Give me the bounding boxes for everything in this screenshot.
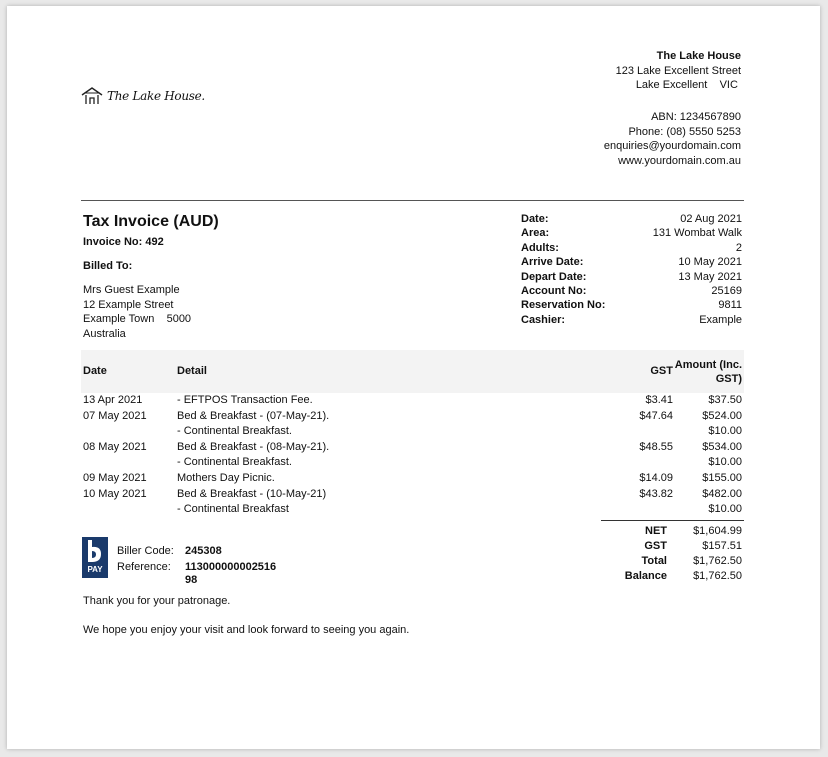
closing-message: We hope you enjoy your visit and look forward to seeing you again. bbox=[83, 624, 410, 636]
total-label: Total bbox=[641, 555, 667, 567]
total-label: Balance bbox=[624, 570, 667, 582]
row-amount: $534.00 bbox=[702, 440, 742, 453]
company-contact bbox=[521, 110, 741, 168]
total-value: $1,604.99 bbox=[693, 525, 742, 537]
biller-code-label: Biller Code: bbox=[117, 545, 174, 557]
row-gst: $47.64 bbox=[639, 409, 673, 422]
row-detail: - Continental Breakfast bbox=[177, 503, 289, 516]
guest-street: 12 Example Street bbox=[83, 298, 174, 311]
company-name: The Lake House bbox=[656, 50, 741, 62]
table-row bbox=[83, 471, 742, 487]
row-amount: $10.00 bbox=[708, 503, 742, 516]
meta-row bbox=[521, 255, 742, 269]
table-row bbox=[83, 487, 742, 503]
row-gst: $3.41 bbox=[645, 394, 673, 406]
meta-label: Cashier: bbox=[521, 313, 566, 326]
total-row bbox=[601, 569, 744, 584]
invoice-number: Invoice No: 492 bbox=[83, 236, 164, 248]
meta-row bbox=[521, 270, 742, 284]
total-value: $157.51 bbox=[702, 540, 742, 552]
meta-label: Date: bbox=[521, 213, 549, 225]
meta-row bbox=[521, 241, 742, 255]
row-detail: - Continental Breakfast. bbox=[177, 425, 292, 438]
bpay-details bbox=[117, 543, 285, 587]
meta-value: 2 bbox=[735, 241, 742, 254]
meta-label: Area: bbox=[521, 227, 550, 240]
guest-country: Australia bbox=[83, 327, 126, 340]
total-row bbox=[601, 524, 744, 539]
meta-row bbox=[521, 313, 742, 327]
meta-value: Example bbox=[699, 313, 742, 326]
row-gst: $48.55 bbox=[639, 440, 673, 453]
table-header bbox=[81, 350, 744, 393]
row-amount: $10.00 bbox=[708, 425, 742, 438]
billed-to-label: Billed To: bbox=[83, 260, 133, 272]
meta-row bbox=[521, 284, 742, 298]
table-row bbox=[83, 424, 742, 440]
row-detail: - EFTPOS Transaction Fee. bbox=[177, 394, 313, 406]
invoice-title: Tax Invoice (AUD) bbox=[83, 213, 219, 230]
row-gst: $14.09 bbox=[639, 471, 673, 484]
guest-town-line bbox=[83, 312, 191, 327]
header-gst: GST bbox=[650, 365, 673, 377]
row-date: 10 May 2021 bbox=[83, 487, 147, 500]
company-abn: ABN: 1234567890 bbox=[651, 111, 741, 123]
bpay-logo bbox=[82, 537, 108, 578]
total-row bbox=[601, 554, 744, 569]
total-value: $1,762.50 bbox=[693, 555, 742, 567]
company-email[interactable]: enquiries@yourdomain.com bbox=[603, 140, 741, 152]
meta-value: 02 Aug 2021 bbox=[680, 213, 742, 225]
row-date: 13 Apr 2021 bbox=[83, 394, 143, 406]
header-amount-line2: GST) bbox=[715, 373, 742, 385]
total-label: GST bbox=[644, 540, 667, 552]
meta-label: Adults: bbox=[521, 241, 559, 254]
row-detail: Bed & Breakfast - (10-May-21) bbox=[177, 487, 327, 500]
bpay-b-icon bbox=[82, 537, 108, 565]
guest-town: Example Town bbox=[83, 313, 155, 325]
totals-block bbox=[601, 520, 744, 584]
row-detail: - Continental Breakfast. bbox=[177, 456, 292, 469]
meta-value: 13 May 2021 bbox=[678, 270, 742, 283]
company-logo bbox=[81, 86, 205, 106]
company-phone: Phone: (08) 5550 5253 bbox=[628, 125, 741, 138]
invoice-page bbox=[7, 6, 820, 749]
meta-label: Arrive Date: bbox=[521, 256, 584, 269]
meta-label: Depart Date: bbox=[521, 270, 587, 283]
row-amount: $10.00 bbox=[708, 456, 742, 469]
total-label: NET bbox=[645, 525, 667, 537]
row-gst: $43.82 bbox=[639, 487, 673, 500]
company-website[interactable]: www.yourdomain.com.au bbox=[618, 154, 741, 167]
row-date: 08 May 2021 bbox=[83, 440, 147, 453]
meta-row bbox=[521, 212, 742, 226]
biller-code-value: 245308 bbox=[185, 545, 222, 557]
header-date: Date bbox=[83, 365, 107, 377]
table-row bbox=[83, 502, 742, 518]
row-date: 09 May 2021 bbox=[83, 471, 147, 484]
company-suburb: Lake Excellent bbox=[635, 79, 708, 91]
meta-label: Reservation No: bbox=[521, 299, 606, 312]
bpay-logo-text: PAY bbox=[87, 565, 103, 574]
meta-value: 131 Wombat Walk bbox=[652, 227, 742, 240]
total-row bbox=[601, 539, 744, 554]
row-amount: $524.00 bbox=[702, 409, 742, 422]
table-row bbox=[83, 455, 742, 471]
table-row bbox=[83, 393, 742, 409]
reference-row bbox=[117, 560, 285, 587]
header-amount bbox=[675, 358, 742, 386]
meta-value: 9811 bbox=[718, 299, 742, 312]
row-date: 07 May 2021 bbox=[83, 409, 147, 422]
row-amount: $37.50 bbox=[708, 394, 742, 406]
header-detail: Detail bbox=[177, 365, 207, 377]
line-items bbox=[83, 393, 742, 518]
header-divider bbox=[81, 200, 744, 201]
billed-to-address bbox=[83, 283, 191, 341]
row-detail: Bed & Breakfast - (08-May-21). bbox=[177, 440, 330, 453]
total-value: $1,762.50 bbox=[693, 570, 742, 582]
meta-row bbox=[521, 226, 742, 240]
row-detail: Bed & Breakfast - (07-May-21). bbox=[177, 409, 330, 422]
meta-value: 25169 bbox=[711, 284, 742, 297]
company-street: 123 Lake Excellent Street bbox=[615, 64, 741, 77]
invoice-meta bbox=[521, 212, 742, 327]
meta-label: Account No: bbox=[521, 284, 587, 297]
table-row bbox=[83, 440, 742, 456]
row-amount: $155.00 bbox=[702, 471, 742, 484]
table-row bbox=[83, 409, 742, 425]
company-address bbox=[521, 49, 741, 93]
meta-row bbox=[521, 298, 742, 312]
row-amount: $482.00 bbox=[702, 487, 742, 500]
biller-code-row bbox=[117, 543, 285, 559]
header-amount-line1: Amount (Inc. bbox=[674, 359, 742, 371]
thank-you-note: Thank you for your patronage. bbox=[83, 595, 231, 607]
row-detail: Mothers Day Picnic. bbox=[177, 471, 275, 484]
company-state: VIC bbox=[719, 79, 738, 91]
reference-label: Reference: bbox=[117, 561, 171, 573]
logo-text: The Lake House. bbox=[107, 89, 205, 103]
company-locality bbox=[521, 78, 741, 93]
meta-value: 10 May 2021 bbox=[678, 256, 742, 269]
guest-name: Mrs Guest Example bbox=[83, 284, 180, 296]
reference-value: 11300000000251698 bbox=[185, 561, 277, 586]
house-icon bbox=[81, 86, 103, 106]
guest-postcode: 5000 bbox=[166, 313, 192, 325]
